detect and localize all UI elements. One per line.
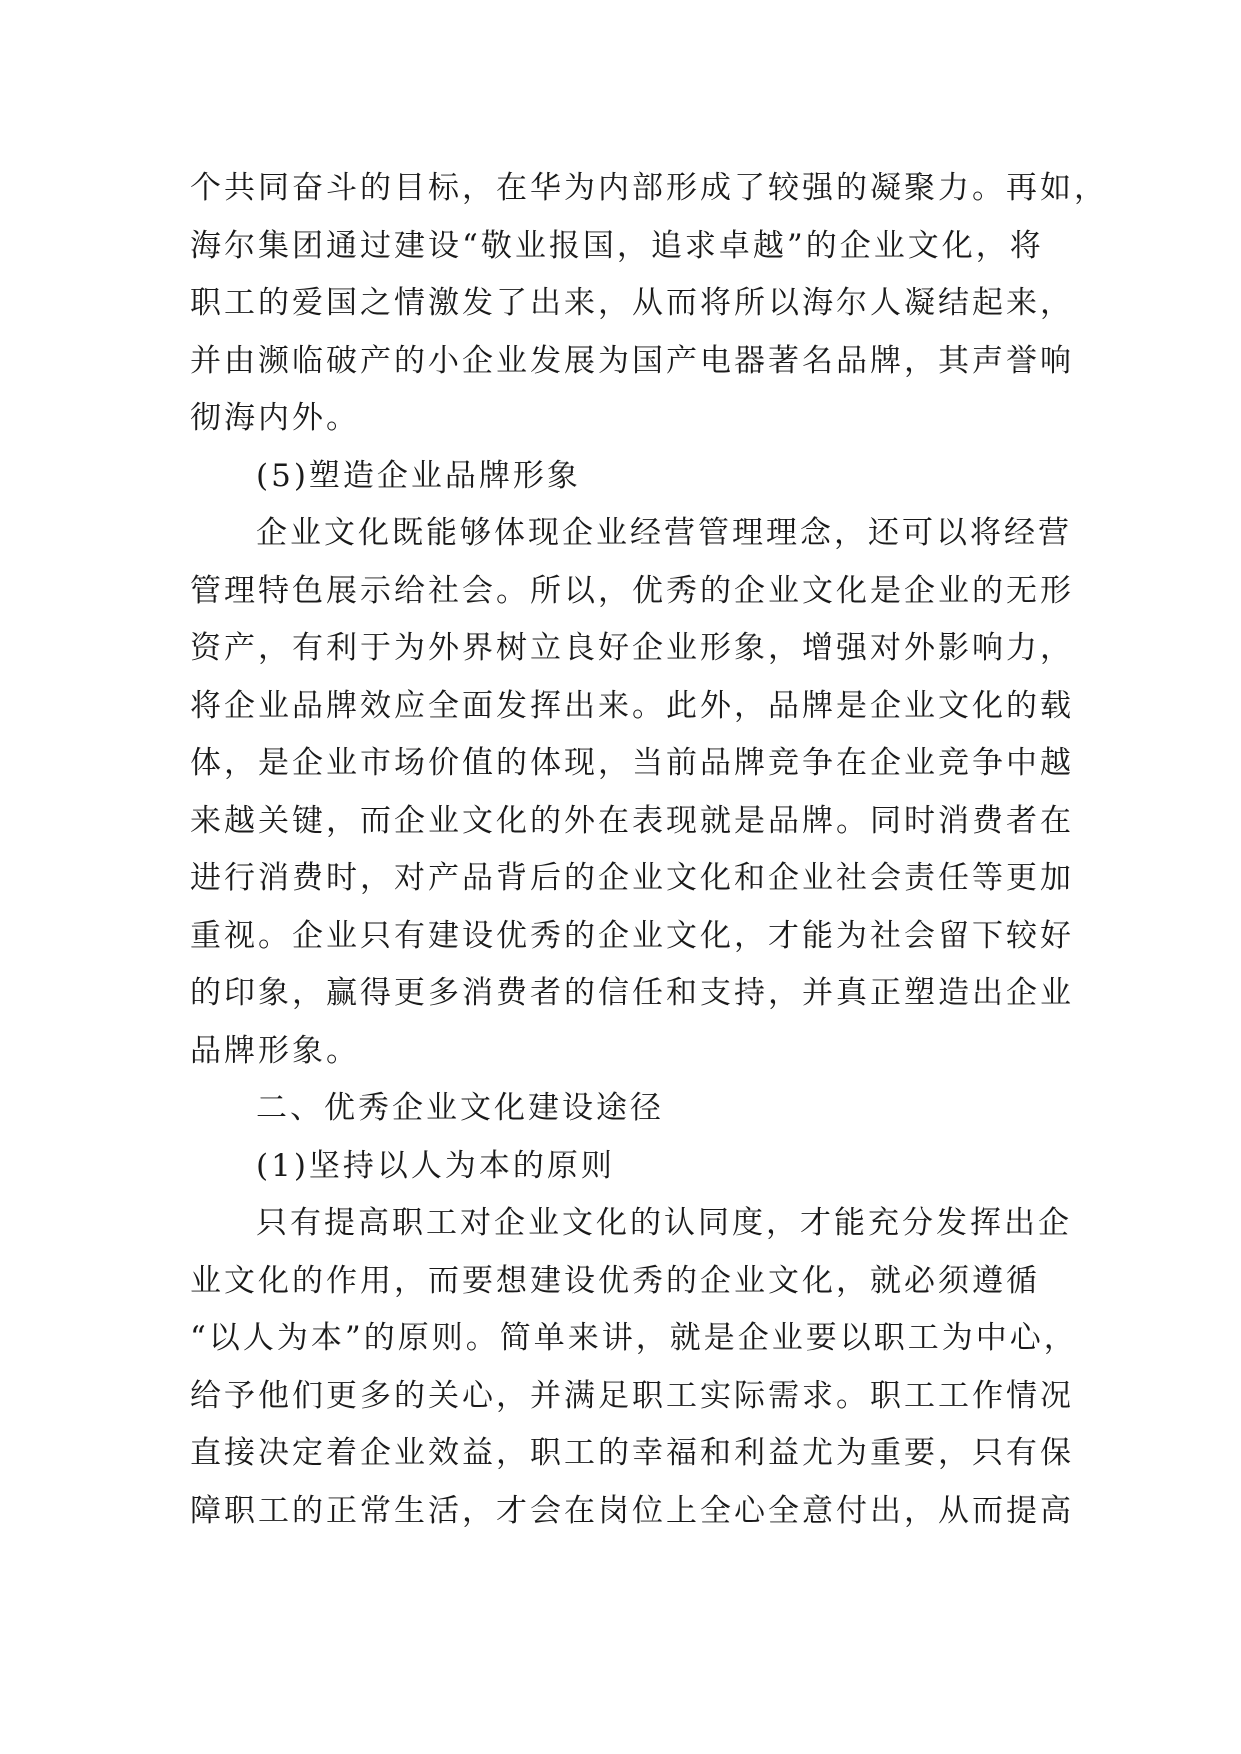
text-line: 资产，有利于为外界树立良好企业形象，增强对外影响力， — [190, 630, 1074, 666]
section-heading: (5)塑造企业品牌形象 — [256, 457, 581, 494]
text-line: 直接决定着企业效益，职工的幸福和利益尤为重要，只有保 — [190, 1435, 1074, 1471]
text-line: 来越关键，而企业文化的外在表现就是品牌。同时消费者在 — [190, 802, 1074, 839]
text-line: 企业文化既能够体现企业经营管理理念，还可以将经营 — [256, 515, 1072, 551]
text-line: 将企业品牌效应全面发挥出来。此外，品牌是企业文化的载 — [190, 687, 1074, 724]
text-line: 职工的爱国之情激发了出来，从而将所以海尔人凝结起来， — [190, 285, 1074, 321]
text-line: 障职工的正常生活，才会在岗位上全心全意付出，从而提高 — [190, 1492, 1074, 1529]
chapter-heading: 二、优秀企业文化建设途径 — [256, 1090, 664, 1126]
text-line: 管理特色展示给社会。所以，优秀的企业文化是企业的无形 — [190, 572, 1074, 609]
text-line: 业文化的作用，而要想建设优秀的企业文化，就必须遵循 — [190, 1262, 1040, 1299]
text-line: 体，是企业市场价值的体现，当前品牌竞争在企业竞争中越 — [190, 745, 1074, 781]
text-line: 彻海内外。 — [190, 400, 360, 436]
text-line: 并由濒临破产的小企业发展为国产电器著名品牌，其声誉响 — [190, 342, 1074, 379]
text-line: 海尔集团通过建设“敬业报国，追求卓越”的企业文化，将 — [190, 227, 1044, 264]
text-line: 重视。企业只有建设优秀的企业文化，才能为社会留下较好 — [190, 917, 1074, 954]
section-heading: (1)坚持以人为本的原则 — [256, 1147, 615, 1184]
text-line: 只有提高职工对企业文化的认同度，才能充分发挥出企 — [256, 1205, 1072, 1241]
text-line: “以人为本”的原则。简单来讲，就是企业要以职工为中心， — [190, 1320, 1078, 1356]
text-line: 个共同奋斗的目标，在华为内部形成了较强的凝聚力。再如， — [190, 170, 1108, 206]
text-line: 的印象，赢得更多消费者的信任和支持，并真正塑造出企业 — [190, 975, 1074, 1011]
text-line: 给予他们更多的关心，并满足职工实际需求。职工工作情况 — [190, 1377, 1074, 1414]
text-line: 品牌形象。 — [190, 1032, 360, 1069]
body-text — [190, 160, 1108, 1540]
text-line: 进行消费时，对产品背后的企业文化和企业社会责任等更加 — [190, 860, 1074, 896]
